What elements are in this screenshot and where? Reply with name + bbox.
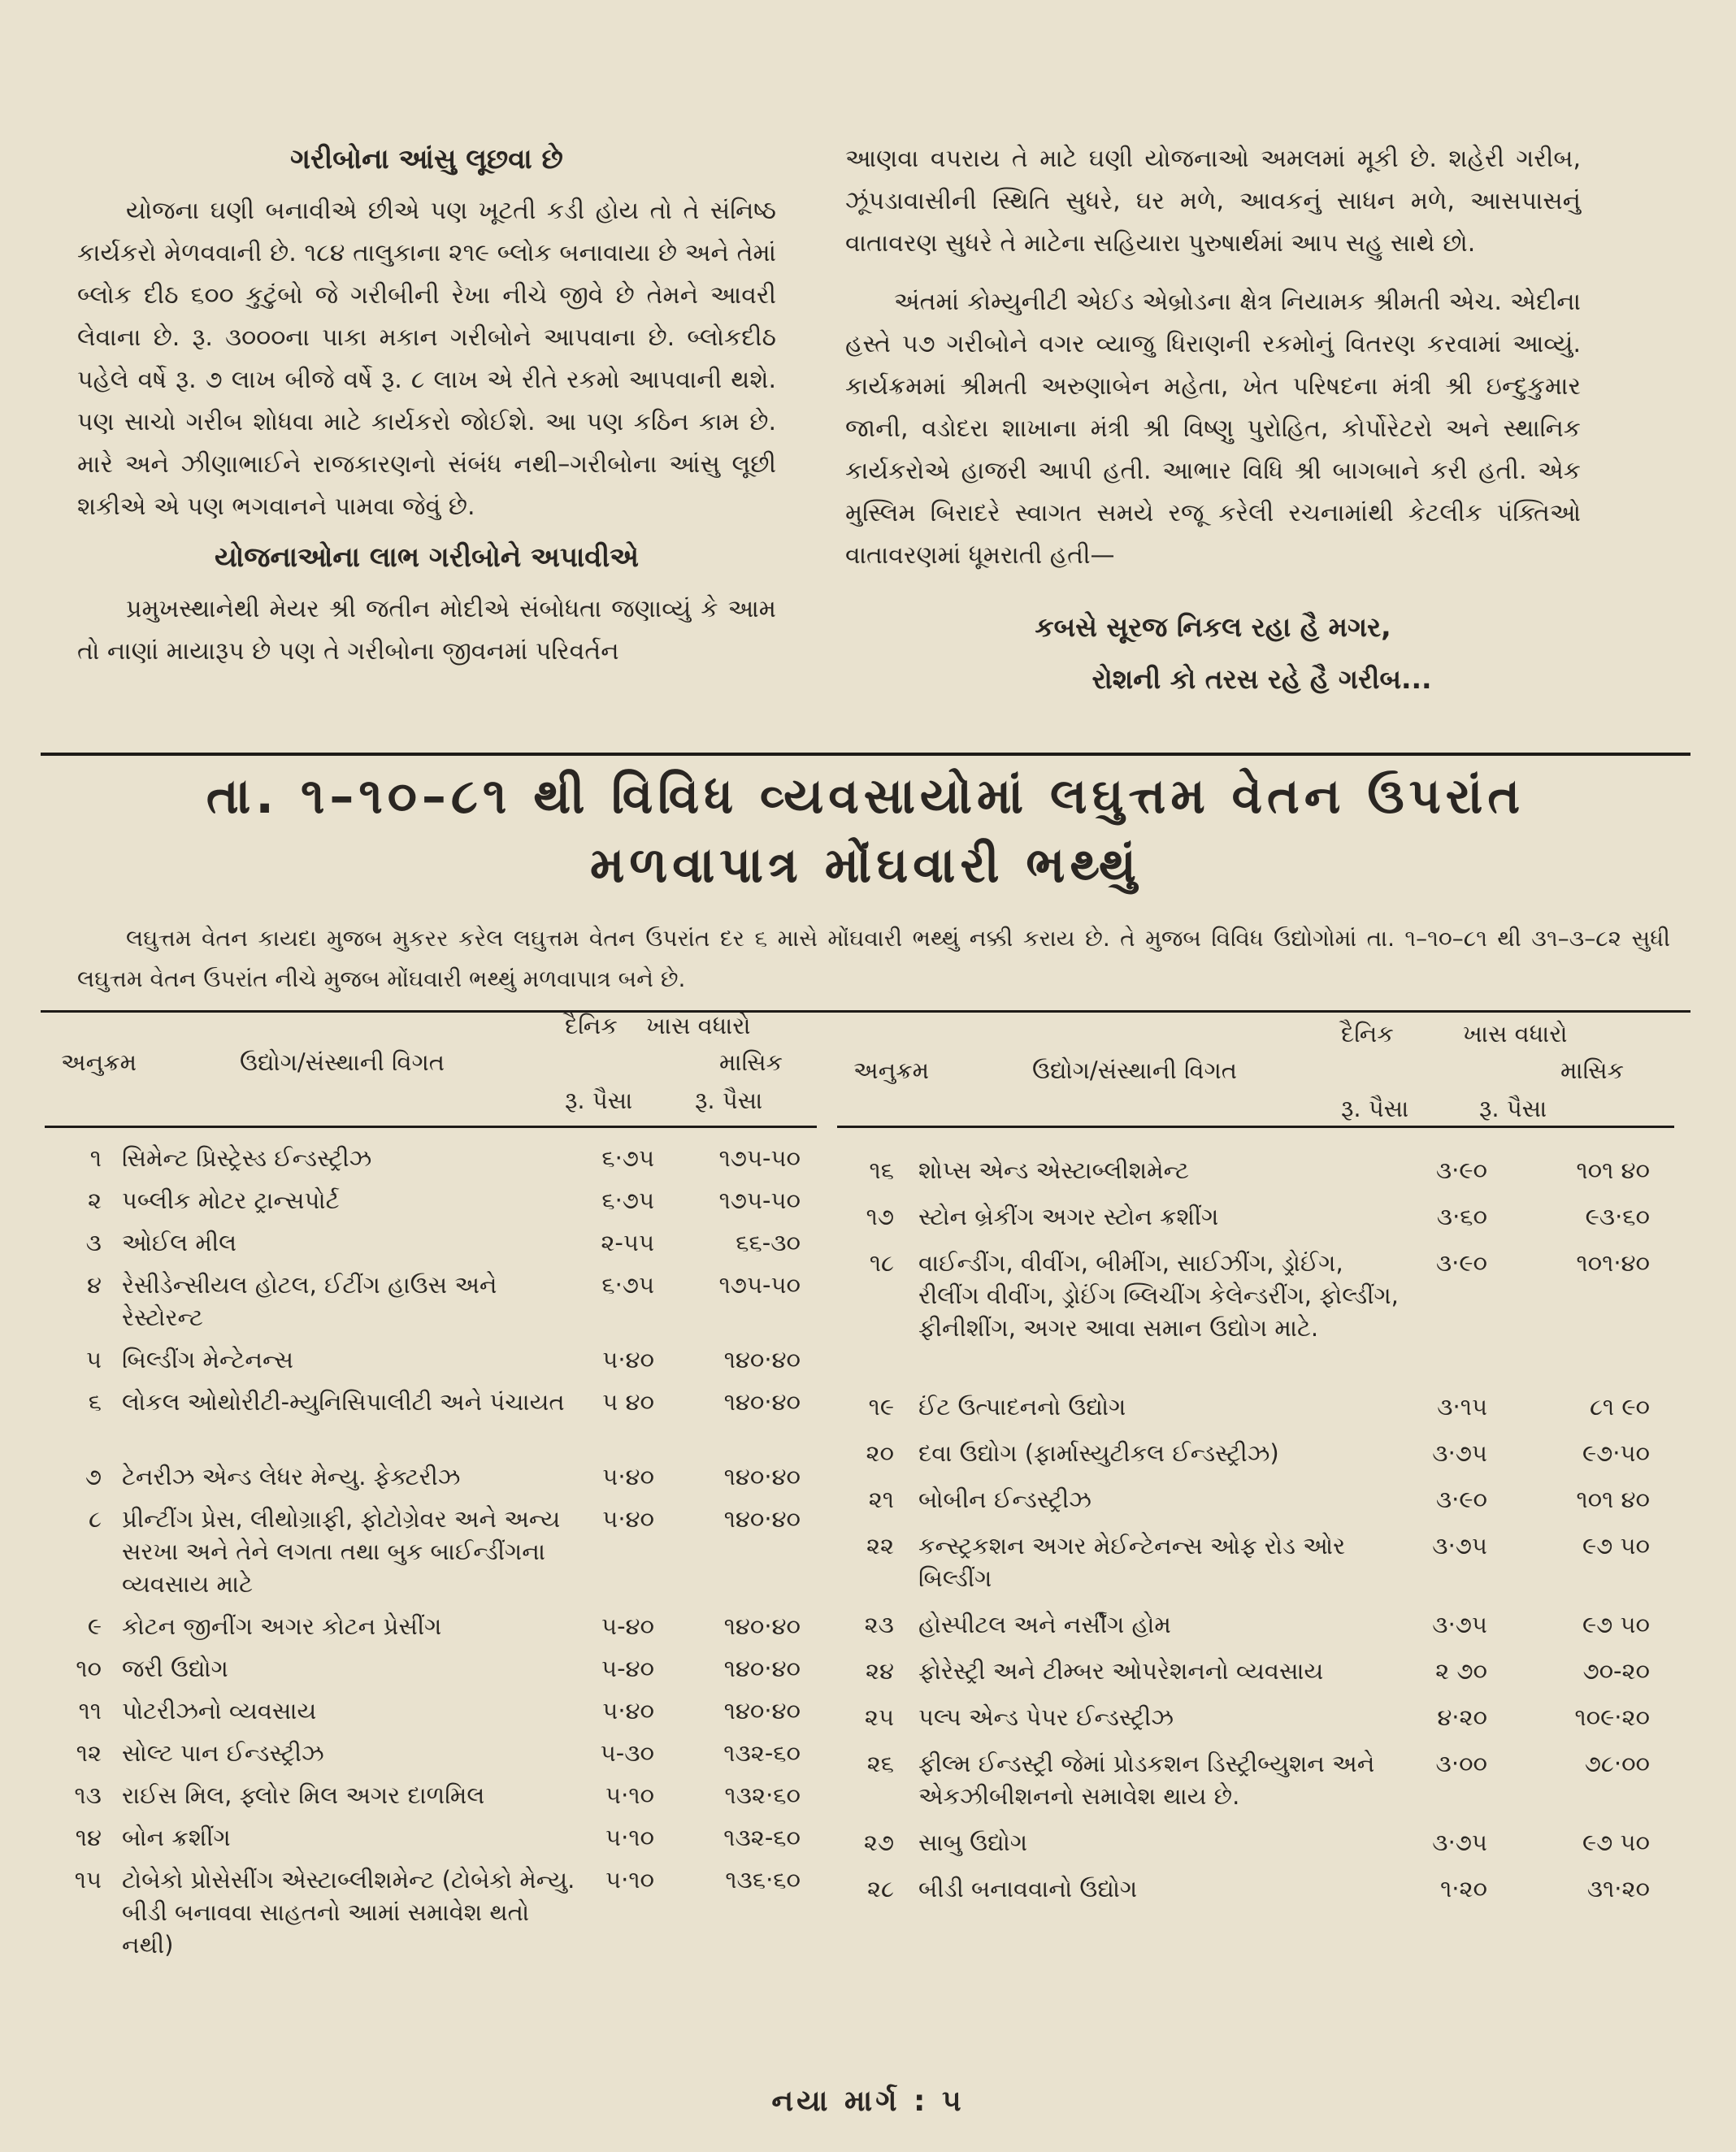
notice-intro [77,918,1670,1000]
row-daily-value: ૩·૭૫ [1432,1532,1487,1560]
row-description: બીડી બનાવવાનો ઉદ્યોગ [918,1875,1138,1903]
table-row [45,1226,817,1259]
row-description: ટેનરીઝ એન્ડ લેધર મેન્યુ. ફેક્ટરીઝ [122,1463,461,1490]
row-daily-value: ૩·૦૦ [1435,1750,1487,1777]
article-left-column [77,138,776,681]
header-rs-paisa: રૂ. પૈસા [565,1087,633,1114]
table-row [45,1694,817,1727]
row-description: શોપ્સ એન્ડ એસ્ટાબ્લીશમેન્ટ [918,1156,1190,1184]
row-serial: ૭ [85,1463,102,1490]
notice-title: તા. ૧–૧૦–૮૧ થી વિવિધ વ્યવસાયોમાં લઘુત્તમ વેતન ઉપરાંત [206,768,1526,825]
row-daily-value: ૫-૪૦ [601,1655,654,1682]
row-daily-value: ૫·૪૦ [602,1505,654,1533]
row-description: વાઈન્ડીંગ, વીવીંગ, બીમીંગ, સાઈઝીંગ, ડ્રોઈંગ, રીલીંગ વીવીંગ, ડ્રોઈંગ બ્લિચીંગ કેલેન્ડરીંગ, ફોલ્ડીંગ, ફીનીશીંગ, અગર આવા સમાન ઉદ્યોગ માટે. [918,1249,1399,1342]
table-row [45,1863,817,1961]
row-description: ફીલ્મ ઈન્ડસ્ટ્રી જેમાં પ્રોડકશન ડિસ્ટ્રીબ્યુશન અને એકઝીબીશનનો સમાવેશ થાય છે. [918,1750,1375,1810]
row-serial: ૫ [85,1346,102,1373]
row-serial: ૨૧ [868,1486,894,1513]
row-serial: ૧૪ [75,1824,102,1851]
row-monthly-value: ૯૭ ૫૦ [1582,1532,1650,1560]
row-serial: ૬ [88,1388,102,1416]
article-paragraph: આણવા વપરાય તે માટે ઘણી યોજનાઓ અમલમાં મૂકી છે. શહેરી ગરીબ, ઝૂંપડાવાસીની સ્થિતિ સુધરે, ઘર મળે, આવકનું સાધન મળે, આસપાસનું વાતાવરણ સુધરે તે માટેના સહિયારા પુરુષાર્થમાં આપ સહુ સાથે છો. [845,145,1581,258]
row-description: જરી ઉદ્યોગ [122,1655,228,1682]
table-row [837,1200,1674,1233]
row-daily-value: ૨-૫૫ [601,1229,654,1256]
row-serial: ૨૮ [867,1875,894,1903]
divider [41,753,1690,756]
row-description: બોબીન ઈન્ડસ્ટ્રીઝ [918,1486,1092,1513]
row-description: પોટરીઝનો વ્યવસાય [122,1697,317,1725]
row-daily-value: ૬·૭૫ [601,1187,654,1214]
row-daily-value: ૩·૯૦ [1435,1156,1487,1184]
row-serial: ૧ [89,1144,102,1172]
header-special-increase: ખાસ વધારો [1463,1020,1568,1048]
header-daily: દૈનિક [565,1012,618,1039]
table-row [45,1142,817,1174]
table-row [45,1652,817,1685]
row-monthly-value: ૯૩·૬૦ [1585,1203,1650,1230]
row-daily-value: ૫·૧૦ [605,1781,654,1809]
row-monthly-value: ૧૭૫-૫૦ [718,1144,801,1172]
header-special-increase: ખાસ વધારો [646,1012,751,1039]
row-serial: ૧૮ [869,1249,894,1277]
row-monthly-value: ૧૪૦·૪૦ [723,1655,801,1682]
header-industry: ઉદ્યોગ/સંસ્થાની વિગત [240,1048,445,1076]
row-monthly-value: ૧૪૦·૪૦ [723,1612,801,1640]
row-description: ઈંટ ઉત્પાદનનો ઉદ્યોગ [918,1393,1126,1421]
row-daily-value: ૩·૯૦ [1435,1249,1487,1277]
table-row [45,1343,817,1376]
row-monthly-value: ૯૭ ૫૦ [1582,1611,1650,1638]
row-monthly-value: ૧૦૧ ૪૦ [1576,1156,1650,1184]
row-monthly-value: ૧૩૨-૬૦ [723,1824,801,1851]
header-rs-paisa: રૂ. પૈસા [1479,1095,1547,1122]
row-monthly-value: ૧૦૯·૨૦ [1574,1703,1650,1731]
row-description: બોન ક્રશીંગ [122,1824,231,1851]
row-description: સ્ટોન બ્રેકીંગ અગર સ્ટોન ક્રશીંગ [918,1203,1219,1230]
row-description: ટોબેકો પ્રોસેસીંગ એસ્ટાબ્લીશમેન્ટ (ટોબેકો મેન્યુ. બીડી બનાવવા સાહતનો આમાં સમાવેશ થતો નથી) [122,1866,575,1959]
row-description: સોલ્ટ પાન ઈન્ડસ્ટ્રીઝ [122,1739,324,1767]
row-serial: ૧૫ [74,1866,102,1894]
row-daily-value: ૫·૧૦ [605,1866,654,1894]
notice-subtitle: મળવાપાત્ર મોંઘવારી ભથ્થું [590,837,1141,894]
table-row [837,1655,1674,1687]
table-row [45,1821,817,1854]
row-monthly-value: ૧૦૧ ૪૦ [1576,1486,1650,1513]
row-serial: ૧૯ [868,1393,894,1421]
row-serial: ૨૪ [865,1657,894,1685]
header-monthly: માસિક [1560,1056,1625,1084]
row-description: લોકલ ઓથોરીટી-મ્યુનિસિપાલીટી અને પંચાયત [122,1388,565,1416]
row-monthly-value: ૧૪૦·૪૦ [723,1346,801,1373]
row-monthly-value: ૧૭૫-૫૦ [718,1271,801,1299]
row-daily-value: ૩·૯૦ [1435,1486,1487,1513]
row-description: રાઈસ મિલ, ફ્લોર મિલ અગર દાળમિલ [122,1781,485,1809]
row-daily-value: ૫-૩૦ [600,1739,654,1767]
article-paragraph: પ્રમુખસ્થાનેથી મેયર શ્રી જતીન મોદીએ સંબોધતા જણાવ્યું કે આમ તો નાણાં માયારૂપ છે પણ તે ગરીબોના જીવનમાં પરિવર્તન [77,595,776,666]
row-description: સિમેન્ટ પ્રિસ્ટ્રેસ્ડ ઈન્ડસ્ટ્રીઝ [122,1144,372,1172]
row-daily-value: ૫-૪૦ [601,1612,654,1640]
header-serial: અનુક્રમ [853,1056,930,1084]
row-serial: ૩ [85,1229,102,1256]
article-paragraph: યોજના ઘણી બનાવીએ છીએ પણ ખૂટતી કડી હોય તો તે સંનિષ્ઠ કાર્યકરો મેળવવાની છે. ૧૮૪ તાલુકાના ૨૧૯ બ્લોક બનાવાયા છે અને તેમાં બ્લોક દીઠ ૬૦૦ કુટુંબો જે ગરીબીની રેખા નીચે જીવે છે તેમને આવરી લેવાના છે. રૂ. ૩૦૦૦ના પાકા મકાન ગરીબોને આપવાના છે. બ્લોકદીઠ પહેલે વર્ષે રૂ. ૭ લાખ બીજે વર્ષે રૂ. ૮ લાખ એ રીતે રકમો આપવાની થશે. પણ સાચો ગરીબ શોધવા માટે કાર્યકરો જોઈશે. આ પણ કઠિન કામ છે. મારે અને ઝીણાભાઈને રાજકારણનો સંબંધ નથી–ગરીબોના આંસુ લૂછી શકીએ એ પણ ભગવાનને પામવા જેવું છે. [77,197,776,521]
table-row [837,1247,1674,1377]
row-daily-value: ૫·૪૦ [602,1697,654,1725]
row-monthly-value: ૧૪૦·૪૦ [723,1388,801,1416]
poem-line: કબસે સૂરજ નિકલ રહા હૈ મગર, [1035,611,1391,643]
row-description: સાબુ ઉદ્યોગ [918,1829,1028,1856]
header-daily: દૈનિક [1341,1020,1394,1048]
table-row [45,1460,817,1493]
article-paragraph: અંતમાં કોમ્યુનીટી એઈડ એબ્રોડના ક્ષેત્ર નિયામક શ્રીમતી એચ. એદીના હસ્તે ૫૭ ગરીબોને વગર વ્યાજુ ધિરાણની રકમોનું વિતરણ કરવામાં આવ્યું. કાર્યક્રમમાં શ્રીમતી અરુણાબેન મહેતા, ખેત પરિષદના મંત્રી શ્રી ઇન્દુકુમાર જાની, વડોદરા શાખાના મંત્રી શ્રી વિષ્ણુ પુરોહિત, કોર્પોરેટરો અને સ્થાનિક કાર્યકરોએ હાજરી આપી હતી. આભાર વિધિ શ્રી બાગબાને કરી હતી. એક મુસ્લિમ બિરાદરે સ્વાગત સમયે રજૂ કરેલી રચનામાંથી કેટલીક પંક્તિઓ વાતાવરણમાં ધૂમરાતી હતી— [845,288,1581,570]
row-description: બિલ્ડીંગ મેન્ટેનન્સ [122,1346,294,1373]
page-footer: નયા માર્ગ : ૫ [771,2085,965,2118]
row-daily-value: ૫ ૪૦ [602,1388,654,1416]
row-daily-value: ૫·૪૦ [602,1463,654,1490]
table-row [45,1184,817,1217]
allowance-table-left [45,1012,817,1959]
row-daily-value: ૬·૭૫ [601,1271,654,1299]
row-serial: ૨૫ [864,1703,894,1731]
table-row [45,1386,817,1451]
row-monthly-value: ૧૩૨-૬૦ [723,1739,801,1767]
row-serial: ૨૦ [866,1439,894,1467]
header-monthly: માસિક [719,1048,783,1076]
row-daily-value: ૩·૭૫ [1432,1439,1487,1467]
row-serial: ૪ [87,1271,102,1299]
header-industry: ઉદ્યોગ/સંસ્થાની વિગત [1032,1056,1238,1084]
row-daily-value: ૬·૭૫ [601,1144,654,1172]
row-monthly-value: ૯૭ ૫૦ [1582,1829,1650,1856]
row-description: પબ્લીક મોટર ટ્રાન્સપોર્ટ [122,1187,340,1214]
allowance-table-right [837,1012,1674,1903]
table-row [45,1269,817,1334]
header-rs-paisa: રૂ. પૈસા [695,1087,763,1114]
row-description: પલ્પ એન્ડ પેપર ઈન્ડસ્ટ્રીઝ [918,1703,1174,1731]
article-right-column [845,138,1581,705]
poem-line: રોશની કો તરસ રહે હૈ ગરીબ... [1092,663,1432,695]
row-monthly-value: ૧૪૦·૪૦ [723,1463,801,1490]
row-description: ફોરેસ્ટ્રી અને ટીમ્બર ઓપરેશનનો વ્યવસાય [918,1657,1324,1685]
table-row [837,1437,1674,1469]
row-serial: ૨ [87,1187,102,1214]
table-header [45,1012,817,1128]
section-heading: ગરીબોના આંસુ લૂછવા છે [290,143,563,176]
row-description: કોટન જીનીંગ અગર કોટન પ્રેસીંગ [122,1612,442,1640]
table-header [837,1012,1674,1128]
row-daily-value: ૩·૭૫ [1432,1611,1487,1638]
row-serial: ૨૭ [863,1829,894,1856]
row-serial: ૮ [89,1505,102,1533]
table-row [45,1779,817,1811]
row-description: કન્સ્ટ્રકશન અગર મેઈન્ટેનન્સ ઓફ રોડ ઓર બિલ્ડીંગ [918,1532,1346,1592]
row-daily-value: ૪·૨૦ [1437,1703,1487,1731]
table-row [837,1826,1674,1859]
row-daily-value: ૧·૨૦ [1440,1875,1487,1903]
row-serial: ૯ [87,1612,102,1640]
header-serial: અનુક્રમ [61,1048,137,1076]
row-description: દવા ઉદ્યોગ (ફાર્માસ્યુટીકલ ઈન્ડસ્ટ્રીઝ) [918,1439,1279,1467]
table-row [837,1701,1674,1733]
row-serial: ૧૭ [866,1203,894,1230]
row-serial: ૨૬ [866,1750,894,1777]
row-serial: ૧૧ [78,1697,102,1725]
row-monthly-value: ૮૧ ૯૦ [1589,1393,1650,1421]
row-monthly-value: ૧૩૨·૬૦ [724,1781,801,1809]
row-serial: ૧૨ [76,1739,102,1767]
intro-text: લઘુત્તમ વેતન કાયદા મુજબ મુકરર કરેલ લઘુત્તમ વેતન ઉપરાંત દર ૬ માસે મોંઘવારી ભથ્થું નક્કી કરાય છે. તે મુજબ વિવિધ ઉદ્યોગોમાં તા. ૧–૧૦–૮૧ થી ૩૧–૩–૮૨ સુધી લઘુત્તમ વેતન ઉપરાંત નીચે મુજબ મોંઘવારી ભથ્થું મળવાપાત્ર બને છે. [77,925,1670,992]
row-monthly-value: ૧૪૦·૪૦ [723,1697,801,1725]
row-description: હોસ્પીટલ અને નર્સીંગ હોમ [918,1611,1171,1638]
row-monthly-value: ૭૦-૨૦ [1582,1657,1650,1685]
table-row [837,1608,1674,1641]
row-monthly-value: ૧૩૬·૬૦ [725,1866,801,1894]
table-row [837,1872,1674,1905]
table-row [45,1503,817,1600]
row-daily-value: ૩·૧૫ [1437,1393,1487,1421]
row-monthly-value: ૧૭૫-૫૦ [718,1187,801,1214]
row-serial: ૧૦ [76,1655,102,1682]
poem-couplet [845,601,1581,705]
row-daily-value: ૨ ૭૦ [1435,1657,1487,1685]
row-monthly-value: ૧૪૦·૪૦ [723,1505,801,1533]
row-monthly-value: ૬૬-૩૦ [736,1229,801,1256]
row-monthly-value: ૯૭·૫૦ [1582,1439,1650,1467]
row-daily-value: ૩·૬૦ [1436,1203,1487,1230]
header-rs-paisa: રૂ. પૈસા [1341,1095,1409,1122]
table-row [837,1391,1674,1423]
row-daily-value: ૫·૧૦ [605,1824,654,1851]
row-description: પ્રીન્ટીંગ પ્રેસ, લીથોગ્રાફી, ફોટોગ્રેવર અને અન્ય સરખા અને તેને લગતા તથા બુક બાઈન્ડીંગના વ્યવસાય માટે [122,1505,561,1598]
table-row [837,1483,1674,1516]
row-serial: ૧૩ [74,1781,102,1809]
section-heading: યોજનાઓના લાભ ગરીબોને અપાવીએ [214,541,640,574]
row-monthly-value: ૧૦૧·૪૦ [1576,1249,1650,1277]
row-daily-value: ૩·૭૫ [1432,1829,1487,1856]
row-description: ઓઈલ મીલ [122,1229,237,1256]
row-serial: ૨૩ [864,1611,894,1638]
row-description: રેસીડેન્સીયલ હોટલ, ઈટીંગ હાઉસ અને રેસ્ટોરન્ટ [122,1271,497,1331]
row-monthly-value: ૩૧·૨૦ [1586,1875,1650,1903]
table-row [837,1154,1674,1187]
row-serial: ૧૬ [869,1156,894,1184]
table-row [45,1610,817,1642]
row-serial: ૨૨ [866,1532,894,1560]
table-row [837,1529,1674,1594]
row-monthly-value: ૭૮·૦૦ [1584,1750,1650,1777]
table-row [837,1747,1674,1812]
row-daily-value: ૫·૪૦ [602,1346,654,1373]
table-row [45,1737,817,1769]
